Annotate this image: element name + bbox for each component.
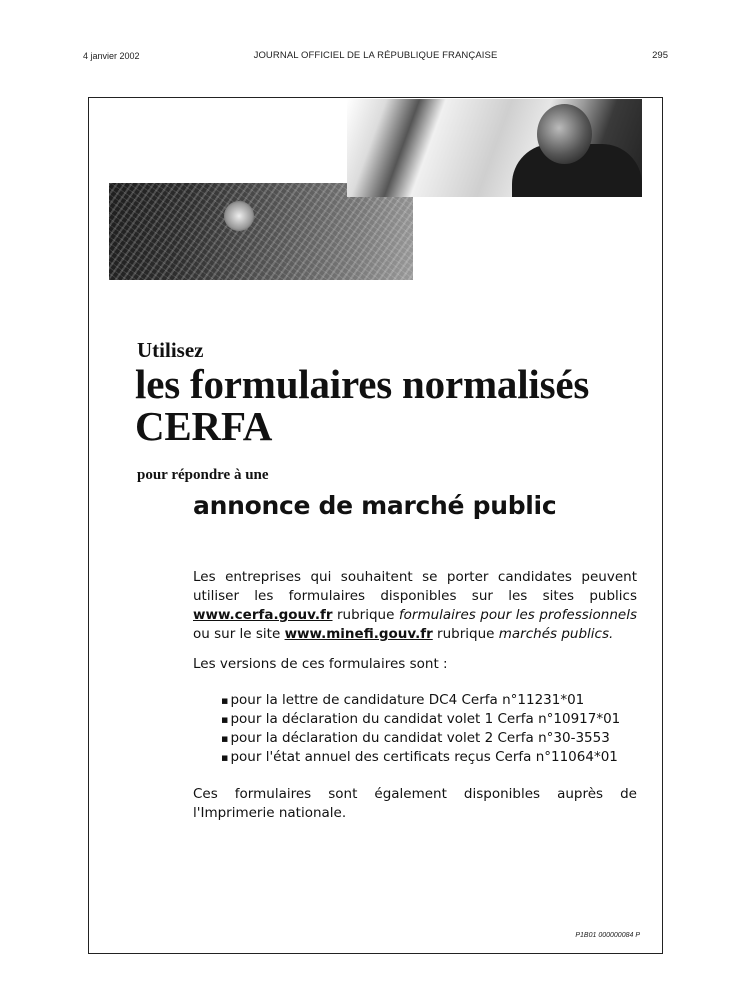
para1-text: Les entreprises qui souhaitent se porter candidates peuvent utiliser les formulaires disponibles sur les sites publics	[193, 569, 637, 604]
journal-title: JOURNAL OFFICIEL DE LA RÉPUBLIQUE FRANÇAISE	[253, 50, 498, 61]
ad-body	[193, 568, 637, 823]
intro-paragraph	[193, 568, 637, 644]
minefi-link[interactable]: www.minefi.gouv.fr	[284, 626, 433, 642]
availability-paragraph: Ces formulaires sont également disponibles auprès de l'Imprimerie nationale.	[193, 786, 637, 821]
ad-intro: Utilisez	[137, 338, 204, 362]
ad-subheadline: annonce de marché public	[193, 491, 557, 520]
page-header	[83, 47, 668, 67]
page-number: 295	[652, 50, 668, 61]
para1-italic: formulaires pour les professionnels	[398, 607, 637, 623]
versions-list	[221, 691, 637, 767]
list-item: ▪ pour la lettre de candidature DC4 Cerfa n°11231*01	[221, 691, 637, 710]
photo-head	[537, 104, 592, 164]
para1-italic: marchés publics.	[498, 626, 614, 642]
ad-headline	[135, 363, 665, 447]
photo-figure	[224, 201, 254, 231]
list-item: ▪ pour l'état annuel des certificats reçus Cerfa n°11064*01	[221, 748, 637, 767]
para1-text: rubrique	[432, 626, 499, 642]
cerfa-link[interactable]: www.cerfa.gouv.fr	[193, 607, 333, 623]
versions-intro: Les versions de ces formulaires sont :	[193, 656, 448, 672]
headline-line-1: les formulaires normalisés	[135, 361, 590, 407]
headline-line-2: CERFA	[135, 403, 273, 449]
para1-text: ou sur le site	[193, 626, 285, 642]
issue-date: 4 janvier 2002	[83, 51, 140, 61]
advertisement-box	[88, 97, 663, 954]
para1-text: rubrique	[332, 607, 399, 623]
photo-workers-roof	[109, 183, 413, 280]
photo-man-reading	[347, 99, 642, 197]
list-item: ▪ pour la déclaration du candidat volet 2 Cerfa n°30-3553	[221, 729, 637, 748]
list-item: ▪ pour la déclaration du candidat volet 1 Cerfa n°10917*01	[221, 710, 637, 729]
ad-subintro: pour répondre à une	[137, 467, 269, 483]
reference-code: P1B01 000000084 P	[575, 932, 640, 939]
